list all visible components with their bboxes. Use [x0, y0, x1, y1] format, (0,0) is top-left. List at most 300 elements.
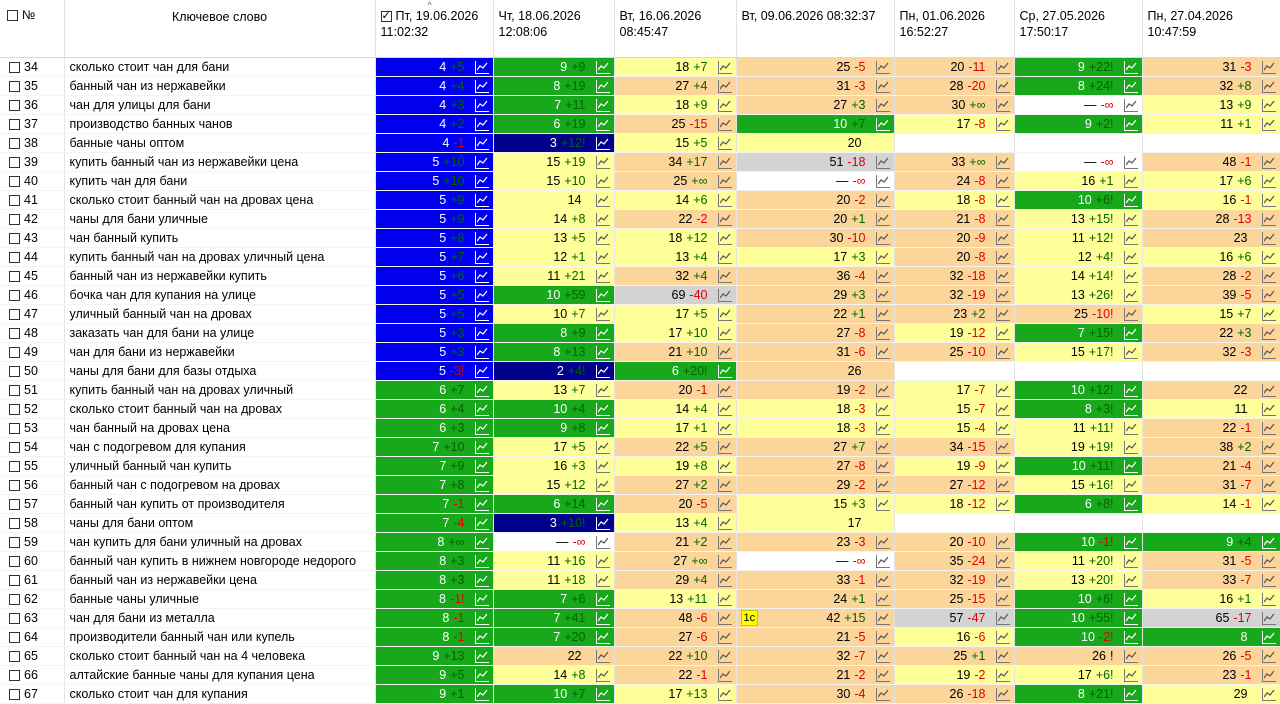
row-checkbox[interactable]	[9, 499, 20, 510]
chart-icon[interactable]	[996, 403, 1010, 416]
row-checkbox[interactable]	[9, 670, 20, 681]
chart-icon[interactable]	[718, 498, 732, 511]
date-column-header-6[interactable]: Ср, 27.05.2026 17:50:17	[1014, 0, 1142, 58]
chart-icon[interactable]	[1262, 213, 1276, 226]
position-cell[interactable]	[614, 324, 736, 343]
table-row[interactable]	[0, 305, 1280, 324]
position-cell[interactable]	[614, 248, 736, 267]
chart-icon[interactable]	[876, 61, 890, 74]
table-row[interactable]	[0, 495, 1280, 514]
row-checkbox[interactable]	[9, 385, 20, 396]
row-number-cell[interactable]	[0, 362, 64, 381]
chart-icon[interactable]	[1262, 422, 1276, 435]
position-cell[interactable]	[375, 248, 493, 267]
chart-icon[interactable]	[876, 99, 890, 112]
position-cell[interactable]	[894, 324, 1014, 343]
position-cell[interactable]	[894, 628, 1014, 647]
position-cell[interactable]	[1142, 438, 1280, 457]
position-cell[interactable]	[894, 400, 1014, 419]
chart-icon[interactable]	[996, 346, 1010, 359]
position-cell[interactable]	[493, 248, 614, 267]
position-cell[interactable]	[375, 628, 493, 647]
chart-icon[interactable]	[996, 251, 1010, 264]
position-cell[interactable]	[1014, 552, 1142, 571]
keyword-cell[interactable]: чан банный купить	[64, 229, 375, 248]
chart-icon[interactable]	[1262, 384, 1276, 397]
date-column-header-1[interactable]: ^ ✓Пт, 19.06.2026 11:02:32	[375, 0, 493, 58]
row-number-cell[interactable]	[0, 495, 64, 514]
row-number-cell[interactable]	[0, 571, 64, 590]
position-cell[interactable]	[736, 58, 894, 77]
chart-icon[interactable]	[876, 669, 890, 682]
chart-icon[interactable]	[1262, 156, 1276, 169]
chart-icon[interactable]	[718, 80, 732, 93]
chart-icon[interactable]	[1124, 688, 1138, 701]
position-cell[interactable]	[375, 343, 493, 362]
position-cell[interactable]	[736, 590, 894, 609]
chart-icon[interactable]	[996, 327, 1010, 340]
position-cell[interactable]	[736, 419, 894, 438]
table-row[interactable]	[0, 571, 1280, 590]
table-row[interactable]	[0, 77, 1280, 96]
chart-icon[interactable]	[1124, 593, 1138, 606]
chart-icon[interactable]	[596, 403, 610, 416]
position-cell[interactable]	[1142, 628, 1280, 647]
chart-icon[interactable]	[876, 346, 890, 359]
position-cell[interactable]	[736, 324, 894, 343]
chart-icon[interactable]	[996, 80, 1010, 93]
chart-icon[interactable]	[1262, 118, 1276, 131]
chart-icon[interactable]	[718, 270, 732, 283]
row-checkbox[interactable]	[9, 594, 20, 605]
position-cell[interactable]	[375, 609, 493, 628]
position-cell[interactable]	[1142, 666, 1280, 685]
position-cell[interactable]	[614, 685, 736, 704]
position-cell[interactable]	[1142, 96, 1280, 115]
row-checkbox[interactable]	[9, 233, 20, 244]
chart-icon[interactable]	[1262, 270, 1276, 283]
chart-icon[interactable]	[996, 384, 1010, 397]
chart-icon[interactable]	[475, 593, 489, 606]
position-cell[interactable]	[614, 153, 736, 172]
position-cell[interactable]	[1014, 153, 1142, 172]
position-cell[interactable]	[375, 77, 493, 96]
position-cell[interactable]	[1014, 115, 1142, 134]
chart-icon[interactable]	[1124, 175, 1138, 188]
chart-icon[interactable]	[475, 175, 489, 188]
position-cell[interactable]	[736, 96, 894, 115]
row-checkbox[interactable]	[9, 252, 20, 263]
position-cell[interactable]	[1142, 229, 1280, 248]
position-cell[interactable]	[1142, 153, 1280, 172]
position-cell[interactable]	[375, 229, 493, 248]
chart-icon[interactable]	[718, 327, 732, 340]
chart-icon[interactable]	[876, 80, 890, 93]
chart-icon[interactable]	[475, 251, 489, 264]
position-cell[interactable]	[1142, 381, 1280, 400]
position-cell[interactable]	[614, 571, 736, 590]
keyword-cell[interactable]: сколько стоит банный чан на дровах цена	[64, 191, 375, 210]
chart-icon[interactable]	[876, 479, 890, 492]
row-checkbox[interactable]	[9, 404, 20, 415]
row-number-cell[interactable]	[0, 267, 64, 286]
chart-icon[interactable]	[876, 441, 890, 454]
position-cell[interactable]	[493, 571, 614, 590]
chart-icon[interactable]	[596, 365, 610, 378]
chart-icon[interactable]	[996, 175, 1010, 188]
keyword-cell[interactable]: банный чан купить от производителя	[64, 495, 375, 514]
table-row[interactable]	[0, 324, 1280, 343]
chart-icon[interactable]	[876, 327, 890, 340]
row-number-cell[interactable]	[0, 115, 64, 134]
keyword-cell[interactable]: банный чан из нержавейки	[64, 77, 375, 96]
chart-icon[interactable]	[876, 574, 890, 587]
position-cell[interactable]	[375, 647, 493, 666]
position-cell[interactable]	[736, 666, 894, 685]
position-cell[interactable]	[375, 172, 493, 191]
chart-icon[interactable]	[596, 688, 610, 701]
row-checkbox[interactable]	[9, 138, 20, 149]
position-cell[interactable]	[614, 514, 736, 533]
position-cell[interactable]	[375, 495, 493, 514]
chart-icon[interactable]	[596, 669, 610, 682]
position-cell[interactable]	[736, 362, 894, 381]
keyword-cell[interactable]: уличный банный чан купить	[64, 457, 375, 476]
chart-icon[interactable]	[596, 156, 610, 169]
row-number-cell[interactable]	[0, 381, 64, 400]
chart-icon[interactable]	[596, 346, 610, 359]
chart-icon[interactable]	[1262, 479, 1276, 492]
position-cell[interactable]	[1014, 286, 1142, 305]
position-cell[interactable]	[493, 666, 614, 685]
position-cell[interactable]	[493, 286, 614, 305]
table-row[interactable]	[0, 229, 1280, 248]
position-cell[interactable]	[375, 666, 493, 685]
row-number-cell[interactable]	[0, 628, 64, 647]
position-cell[interactable]	[375, 58, 493, 77]
chart-icon[interactable]	[1262, 441, 1276, 454]
chart-icon[interactable]	[718, 289, 732, 302]
position-cell[interactable]	[736, 685, 894, 704]
table-row[interactable]	[0, 153, 1280, 172]
chart-icon[interactable]	[475, 688, 489, 701]
position-cell[interactable]	[736, 343, 894, 362]
chart-icon[interactable]	[596, 99, 610, 112]
chart-icon[interactable]	[475, 156, 489, 169]
position-cell[interactable]	[614, 457, 736, 476]
chart-icon[interactable]	[475, 403, 489, 416]
position-cell[interactable]	[493, 229, 614, 248]
position-cell[interactable]	[614, 305, 736, 324]
chart-icon[interactable]	[876, 289, 890, 302]
position-cell[interactable]	[1142, 609, 1280, 628]
chart-icon[interactable]	[996, 156, 1010, 169]
row-number-cell[interactable]	[0, 457, 64, 476]
chart-icon[interactable]	[1124, 327, 1138, 340]
position-cell[interactable]	[1142, 248, 1280, 267]
row-checkbox[interactable]	[9, 556, 20, 567]
position-cell[interactable]	[493, 514, 614, 533]
position-cell[interactable]	[614, 267, 736, 286]
chart-icon[interactable]	[596, 517, 610, 530]
chart-icon[interactable]	[1262, 80, 1276, 93]
position-cell[interactable]	[493, 153, 614, 172]
chart-icon[interactable]	[596, 118, 610, 131]
chart-icon[interactable]	[876, 156, 890, 169]
position-cell[interactable]	[894, 438, 1014, 457]
keyword-cell[interactable]: чан для бани из нержавейки	[64, 343, 375, 362]
chart-icon[interactable]	[475, 479, 489, 492]
chart-icon[interactable]	[1124, 194, 1138, 207]
position-cell[interactable]	[375, 381, 493, 400]
chart-icon[interactable]	[876, 118, 890, 131]
row-number-cell[interactable]	[0, 153, 64, 172]
chart-icon[interactable]	[475, 650, 489, 663]
position-cell[interactable]	[614, 666, 736, 685]
chart-icon[interactable]	[1124, 289, 1138, 302]
position-cell[interactable]	[493, 324, 614, 343]
chart-icon[interactable]	[996, 422, 1010, 435]
keyword-cell[interactable]: чаны для бани уличные	[64, 210, 375, 229]
position-cell[interactable]	[1014, 514, 1142, 533]
chart-icon[interactable]	[1124, 498, 1138, 511]
table-row[interactable]	[0, 210, 1280, 229]
position-cell[interactable]	[1142, 400, 1280, 419]
position-cell[interactable]	[1014, 438, 1142, 457]
position-cell[interactable]	[493, 362, 614, 381]
row-checkbox[interactable]	[9, 537, 20, 548]
chart-icon[interactable]	[876, 194, 890, 207]
table-row[interactable]	[0, 533, 1280, 552]
keyword-column-header[interactable]: Ключевое слово	[64, 0, 375, 58]
table-row[interactable]	[0, 647, 1280, 666]
position-cell[interactable]	[736, 457, 894, 476]
position-cell[interactable]	[894, 476, 1014, 495]
chart-icon[interactable]	[996, 308, 1010, 321]
position-cell[interactable]	[614, 134, 736, 153]
select-all-checkbox[interactable]	[7, 10, 18, 21]
chart-icon[interactable]	[475, 631, 489, 644]
chart-icon[interactable]	[876, 460, 890, 473]
chart-icon[interactable]	[475, 308, 489, 321]
keyword-cell[interactable]: банные чаны оптом	[64, 134, 375, 153]
date-column-header-5[interactable]: Пн, 01.06.2026 16:52:27	[894, 0, 1014, 58]
position-cell[interactable]	[1014, 400, 1142, 419]
keyword-cell[interactable]: чан для улицы для бани	[64, 96, 375, 115]
keyword-cell[interactable]: заказать чан для бани на улице	[64, 324, 375, 343]
position-cell[interactable]	[1014, 248, 1142, 267]
date-column-header-7[interactable]: Пн, 27.04.2026 10:47:59	[1142, 0, 1280, 58]
position-cell[interactable]	[894, 172, 1014, 191]
chart-icon[interactable]	[475, 517, 489, 530]
position-cell[interactable]	[493, 609, 614, 628]
chart-icon[interactable]	[876, 232, 890, 245]
position-cell[interactable]	[1142, 495, 1280, 514]
chart-icon[interactable]	[1262, 574, 1276, 587]
position-cell[interactable]	[614, 286, 736, 305]
position-cell[interactable]	[493, 172, 614, 191]
chart-icon[interactable]	[596, 631, 610, 644]
chart-icon[interactable]	[475, 384, 489, 397]
row-number-cell[interactable]	[0, 533, 64, 552]
chart-icon[interactable]	[1262, 460, 1276, 473]
chart-icon[interactable]	[876, 270, 890, 283]
chart-icon[interactable]	[718, 156, 732, 169]
chart-icon[interactable]	[475, 536, 489, 549]
table-row[interactable]	[0, 58, 1280, 77]
row-number-cell[interactable]	[0, 609, 64, 628]
keyword-cell[interactable]: банный чан из нержавейки цена	[64, 571, 375, 590]
chart-icon[interactable]	[718, 61, 732, 74]
position-cell[interactable]	[1142, 115, 1280, 134]
chart-icon[interactable]	[1262, 612, 1276, 625]
row-number-cell[interactable]	[0, 324, 64, 343]
position-cell[interactable]	[614, 172, 736, 191]
position-cell[interactable]	[493, 552, 614, 571]
position-cell[interactable]	[493, 400, 614, 419]
chart-icon[interactable]	[876, 422, 890, 435]
chart-icon[interactable]	[876, 498, 890, 511]
position-cell[interactable]	[493, 305, 614, 324]
chart-icon[interactable]	[996, 593, 1010, 606]
position-cell[interactable]	[736, 400, 894, 419]
table-row[interactable]	[0, 609, 1280, 628]
chart-icon[interactable]	[996, 688, 1010, 701]
chart-icon[interactable]	[475, 365, 489, 378]
position-cell[interactable]	[614, 533, 736, 552]
position-cell[interactable]	[736, 229, 894, 248]
row-checkbox[interactable]	[9, 309, 20, 320]
position-cell[interactable]	[894, 115, 1014, 134]
position-cell[interactable]	[493, 685, 614, 704]
position-cell[interactable]	[1014, 381, 1142, 400]
chart-icon[interactable]	[1124, 99, 1138, 112]
keyword-cell[interactable]: банный чан купить в нижнем новгороде недорого	[64, 552, 375, 571]
table-row[interactable]	[0, 381, 1280, 400]
chart-icon[interactable]	[596, 479, 610, 492]
chart-icon[interactable]	[876, 593, 890, 606]
chart-icon[interactable]	[475, 80, 489, 93]
chart-icon[interactable]	[596, 270, 610, 283]
row-checkbox[interactable]	[9, 632, 20, 643]
chart-icon[interactable]	[1262, 631, 1276, 644]
position-cell[interactable]	[375, 457, 493, 476]
chart-icon[interactable]	[596, 650, 610, 663]
table-row[interactable]	[0, 628, 1280, 647]
chart-icon[interactable]	[596, 593, 610, 606]
position-cell[interactable]	[736, 134, 894, 153]
chart-icon[interactable]	[996, 441, 1010, 454]
position-cell[interactable]	[614, 96, 736, 115]
chart-icon[interactable]	[718, 118, 732, 131]
keyword-cell[interactable]: чаны для бани оптом	[64, 514, 375, 533]
row-number-cell[interactable]	[0, 77, 64, 96]
position-cell[interactable]	[736, 172, 894, 191]
keyword-cell[interactable]: чан с подогревом для купания	[64, 438, 375, 457]
chart-icon[interactable]	[996, 479, 1010, 492]
row-checkbox[interactable]	[9, 423, 20, 434]
table-row[interactable]	[0, 362, 1280, 381]
row-checkbox[interactable]	[9, 480, 20, 491]
chart-icon[interactable]	[596, 327, 610, 340]
keyword-cell[interactable]: купить банный чан на дровах уличный цена	[64, 248, 375, 267]
table-row[interactable]	[0, 590, 1280, 609]
chart-icon[interactable]	[718, 555, 732, 568]
position-cell[interactable]	[614, 400, 736, 419]
position-cell[interactable]	[1014, 267, 1142, 286]
chart-icon[interactable]	[718, 213, 732, 226]
position-cell[interactable]	[614, 191, 736, 210]
date-column-header-2[interactable]: Чт, 18.06.2026 12:08:06	[493, 0, 614, 58]
position-cell[interactable]	[375, 153, 493, 172]
position-cell[interactable]	[614, 590, 736, 609]
position-cell[interactable]	[614, 476, 736, 495]
row-number-cell[interactable]	[0, 552, 64, 571]
position-cell[interactable]	[375, 590, 493, 609]
position-cell[interactable]	[736, 267, 894, 286]
chart-icon[interactable]	[596, 441, 610, 454]
chart-icon[interactable]	[996, 213, 1010, 226]
chart-icon[interactable]	[718, 536, 732, 549]
position-cell[interactable]	[375, 419, 493, 438]
chart-icon[interactable]	[596, 498, 610, 511]
table-row[interactable]	[0, 457, 1280, 476]
position-cell[interactable]	[1142, 286, 1280, 305]
chart-icon[interactable]	[996, 232, 1010, 245]
position-cell[interactable]	[1014, 324, 1142, 343]
keyword-cell[interactable]: купить чан для бани	[64, 172, 375, 191]
position-cell[interactable]	[1142, 685, 1280, 704]
position-cell[interactable]	[1014, 495, 1142, 514]
position-cell[interactable]	[736, 286, 894, 305]
position-cell[interactable]	[1014, 533, 1142, 552]
chart-icon[interactable]	[718, 631, 732, 644]
table-row[interactable]	[0, 514, 1280, 533]
position-cell[interactable]	[1142, 419, 1280, 438]
row-checkbox[interactable]	[9, 62, 20, 73]
chart-icon[interactable]	[718, 365, 732, 378]
table-row[interactable]	[0, 343, 1280, 362]
position-cell[interactable]	[894, 343, 1014, 362]
row-number-cell[interactable]	[0, 476, 64, 495]
table-row[interactable]	[0, 191, 1280, 210]
row-number-cell[interactable]	[0, 400, 64, 419]
chart-icon[interactable]	[996, 555, 1010, 568]
chart-icon[interactable]	[596, 612, 610, 625]
row-number-cell[interactable]	[0, 685, 64, 704]
position-cell[interactable]	[894, 514, 1014, 533]
position-cell[interactable]	[614, 609, 736, 628]
chart-icon[interactable]	[718, 688, 732, 701]
chart-icon[interactable]	[876, 688, 890, 701]
row-checkbox[interactable]	[9, 81, 20, 92]
chart-icon[interactable]	[1124, 479, 1138, 492]
position-cell[interactable]	[1014, 457, 1142, 476]
position-cell[interactable]	[1142, 343, 1280, 362]
keyword-cell[interactable]: банный чан из нержавейки купить	[64, 267, 375, 286]
position-cell[interactable]	[493, 628, 614, 647]
position-cell[interactable]	[736, 495, 894, 514]
table-row[interactable]	[0, 552, 1280, 571]
chart-icon[interactable]	[996, 61, 1010, 74]
chart-icon[interactable]	[475, 137, 489, 150]
position-cell[interactable]	[1014, 685, 1142, 704]
position-cell[interactable]	[1142, 590, 1280, 609]
chart-icon[interactable]	[1124, 669, 1138, 682]
position-cell[interactable]	[1014, 305, 1142, 324]
position-cell[interactable]	[894, 267, 1014, 286]
chart-icon[interactable]	[596, 536, 610, 549]
